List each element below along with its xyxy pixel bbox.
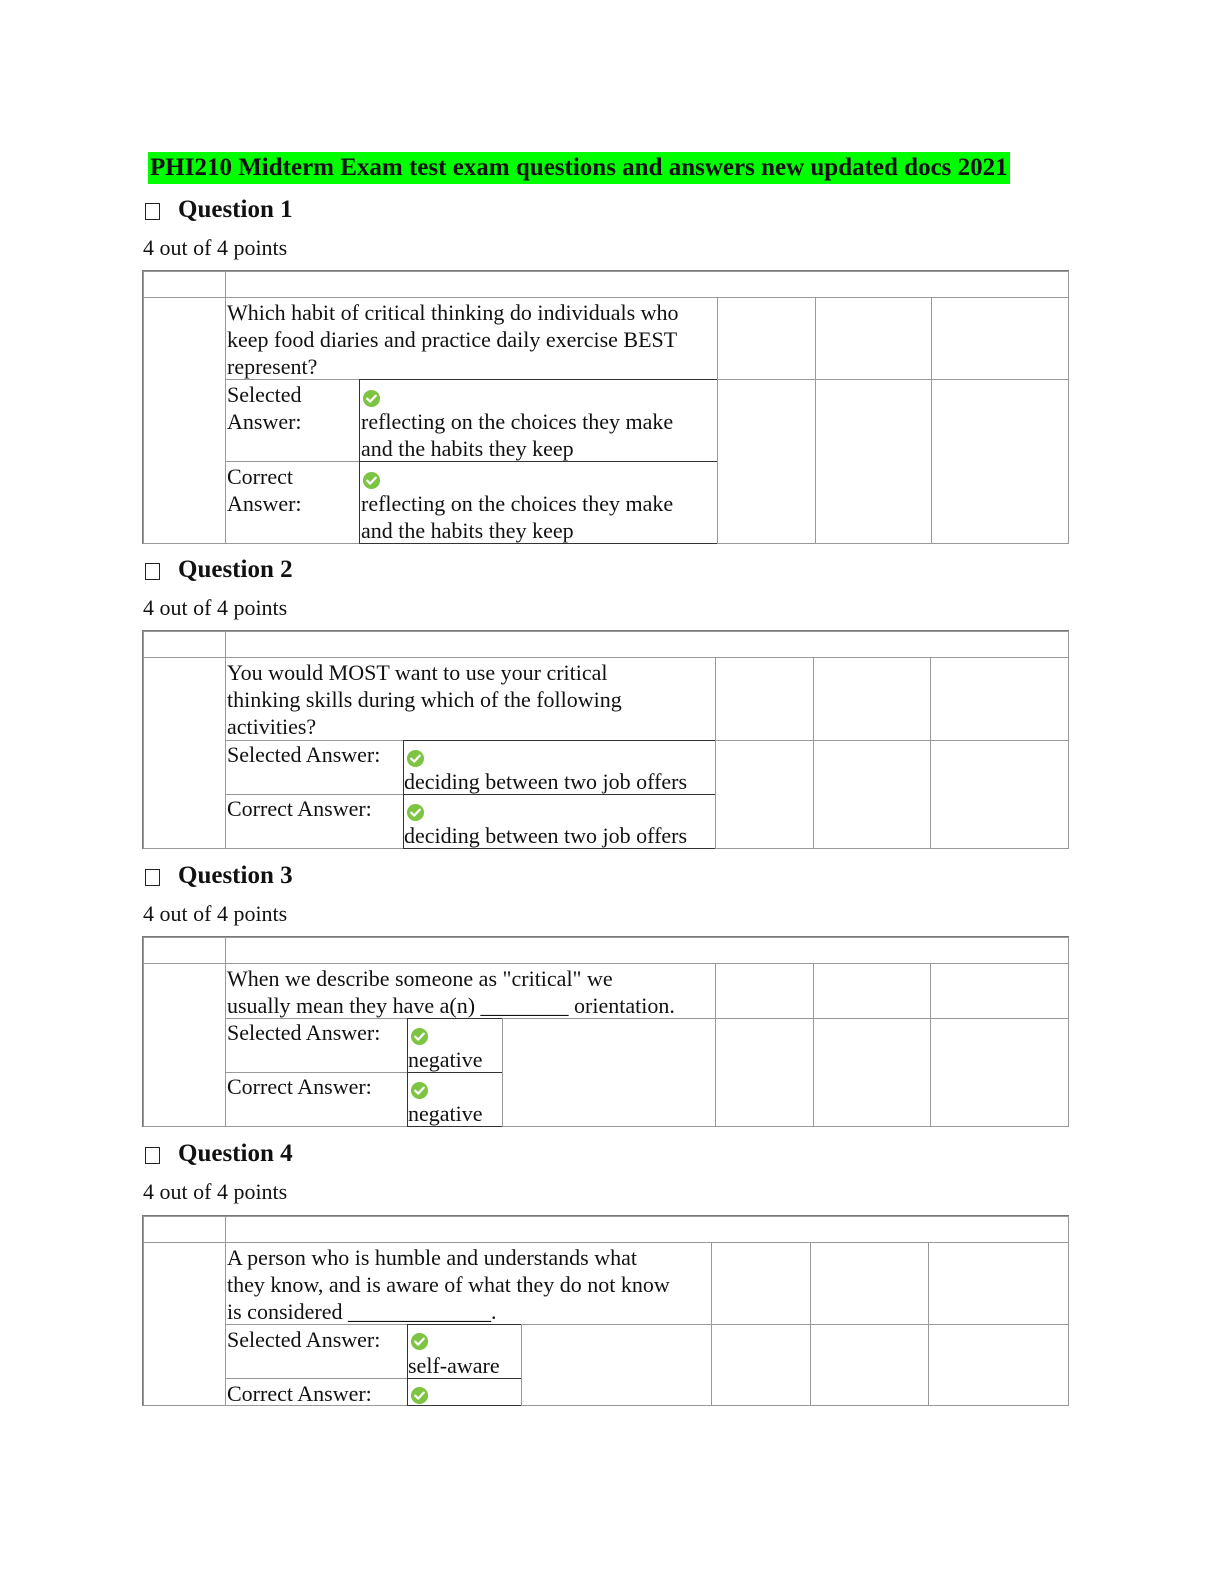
question-4-text: A person who is humble and understands what they know, and is aware of what they do not know is considered _____________. [227,1245,670,1324]
selected-answer-value: self-aware [408,1353,500,1378]
question-2-points: 4 out of 4 points [143,595,288,620]
check-circle-icon [410,1386,429,1405]
correct-answer-value: deciding between two job offers [404,823,688,848]
correct-answer-label: Correct Answer: [227,1381,372,1406]
checkbox-icon [145,563,160,580]
check-circle-icon [410,1027,429,1046]
question-1-table [142,270,1069,544]
checkbox-icon [145,1147,160,1164]
question-4-points: 4 out of 4 points [143,1179,288,1204]
correct-answer-label: Correct Answer: [227,1074,372,1099]
selected-answer-value: deciding between two job offers [404,769,688,794]
question-2-heading [145,555,293,585]
selected-answer-value: negative [408,1047,483,1072]
page-title: PHI210 Midterm Exam test exam questions and answers new updated docs 2021 [148,152,1010,184]
question-3-table [142,936,1069,1127]
correct-answer-label: Correct Answer: [227,796,372,821]
question-4-title: Question 4 [178,1140,293,1167]
selected-answer-label: Selected Answer: [227,1327,381,1352]
checkbox-icon [145,203,160,220]
check-circle-icon [406,803,425,822]
correct-answer-value: reflecting on the choices they make and the habits they keep [361,491,674,543]
selected-answer-label: Selected Answer: [227,1020,381,1045]
check-circle-icon [406,749,425,768]
question-3-text: When we describe someone as "critical" we usually mean they have a(n) ________ orientation. [227,966,675,1018]
check-circle-icon [410,1332,429,1351]
question-3-title: Question 3 [178,862,293,889]
selected-answer-label: Selected Answer: [227,742,381,767]
question-1-heading [145,195,293,225]
question-4-table [142,1215,1069,1406]
correct-answer-value: negative [408,1101,483,1126]
correct-answer-label: Correct Answer: [227,464,302,516]
question-1-title: Question 1 [178,196,293,223]
checkbox-icon [145,869,160,886]
question-4-heading [145,1139,293,1169]
selected-answer-value: reflecting on the choices they make and the habits they keep [361,409,674,461]
check-circle-icon [410,1081,429,1100]
selected-answer-label: Selected Answer: [227,382,302,434]
check-circle-icon [362,471,381,490]
question-1-text: Which habit of critical thinking do individuals who keep food diaries and practice daily exercise BEST represent? [227,300,679,379]
question-1-points: 4 out of 4 points [143,235,288,260]
question-2-title: Question 2 [178,556,293,583]
question-2-text: You would MOST want to use your critical thinking skills during which of the following activities? [227,660,622,739]
question-2-table [142,630,1069,849]
question-3-points: 4 out of 4 points [143,901,288,926]
check-circle-icon [362,389,381,408]
question-3-heading [145,861,293,891]
